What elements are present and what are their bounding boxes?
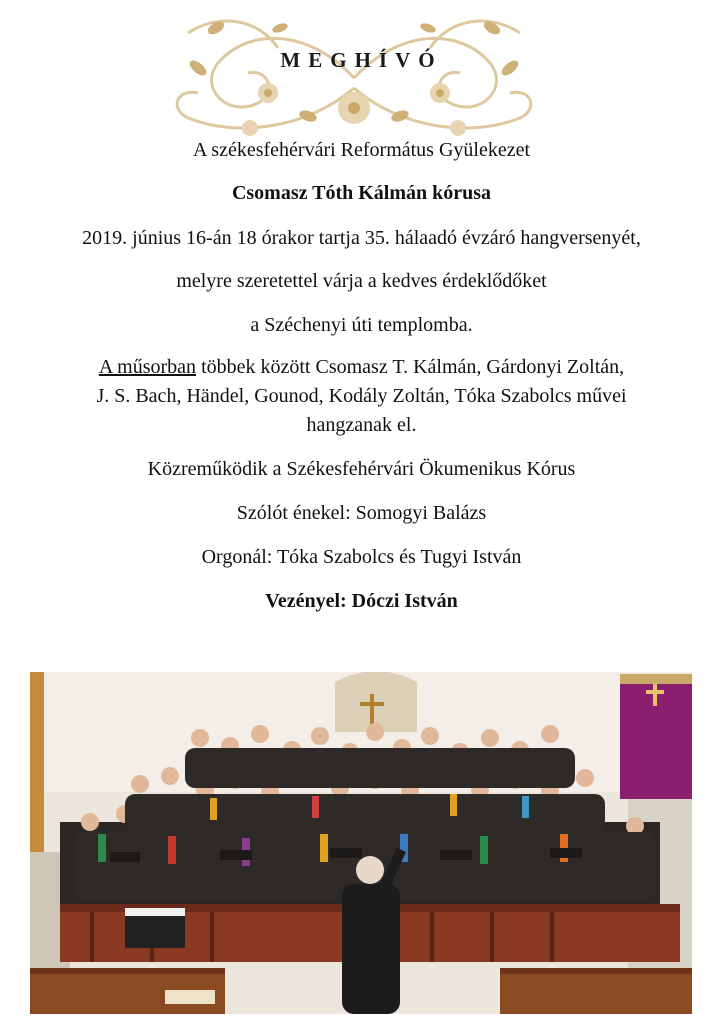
gold-floral-ornament <box>158 8 550 148</box>
choir-photo <box>30 672 692 1014</box>
organ-line: Orgonál: Tóka Szabolcs és Tugyi István <box>201 546 522 568</box>
organizer-line: A székesfehérvári Református Gyülekezet <box>192 139 531 161</box>
concert-date-line: 2019. június 16-án 18 órakor tartja 35. hálaadó évzáró hangversenyét, <box>82 227 641 249</box>
program-line-2: J. S. Bach, Händel, Gounod, Kodály Zoltán, Tóka Szabolcs művei <box>96 385 627 407</box>
conductor-line: Vezényel: Dóczi István <box>265 590 458 612</box>
program-line-3: hangzanak el. <box>306 414 417 436</box>
soloist-line: Szólót énekel: Somogyi Balázs <box>236 502 487 524</box>
program-line-1 <box>0 355 723 379</box>
venue-line: a Széchenyi úti templomba. <box>250 314 473 336</box>
choir-name: Csomasz Tóth Kálmán kórusa <box>231 182 492 204</box>
program-label: A műsorban <box>98 356 197 378</box>
invitation-title: MEGHÍVÓ <box>280 48 443 72</box>
cooperating-choir-line: Közreműködik a Székesfehérvári Ökumenikus Kórus <box>147 458 576 480</box>
welcome-line: melyre szeretettel várja a kedves érdeklődőket <box>176 270 547 292</box>
program-composers-1: többek között Csomasz T. Kálmán, Gárdonyi Zoltán, <box>196 356 625 378</box>
